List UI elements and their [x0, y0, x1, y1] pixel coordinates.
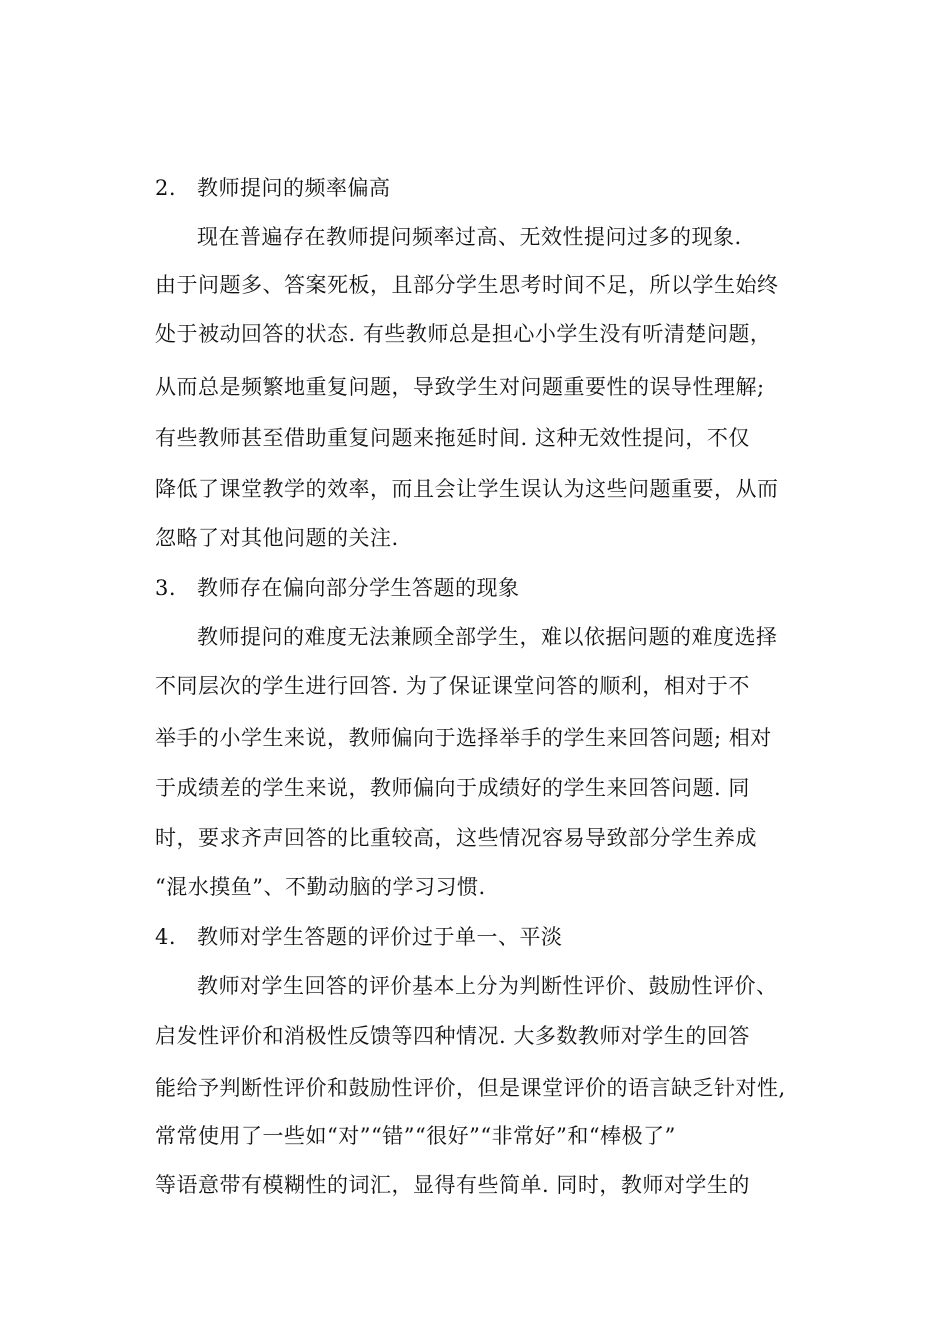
paragraph-line: 时，要求齐声回答的比重较高，这些情况容易导致部分学生养成	[155, 826, 757, 850]
section-heading	[155, 574, 520, 602]
paragraph-line: 教师提问的难度无法兼顾全部学生，难以依据问题的难度选择	[197, 625, 778, 649]
paragraph-line: 举手的小学生来说，教师偏向于选择举手的学生来回答问题; 相对	[155, 726, 772, 750]
paragraph-line: 降低了课堂教学的效率，而且会让学生误认为这些问题重要，从而	[155, 477, 779, 501]
paragraph-line: 从而总是频繁地重复问题，导致学生对问题重要性的误导性理解;	[155, 375, 765, 399]
section-heading	[155, 174, 391, 202]
paragraph-line: 有些教师甚至借助重复问题来拖延时间. 这种无效性提问，不仅	[155, 426, 750, 450]
paragraph-line: 教师对学生回答的评价基本上分为判断性评价、鼓励性评价、	[197, 974, 778, 998]
section-title: 教师提问的频率偏高	[197, 176, 391, 200]
paragraph-line: 能给予判断性评价和鼓励性评价，但是课堂评价的语言缺乏针对性,	[155, 1076, 786, 1100]
paragraph-line: 常常使用了一些如“对”“错”“很好”“非常好”和“棒极了”	[155, 1124, 676, 1148]
paragraph-line: 不同层次的学生进行回答. 为了保证课堂问答的顺利，相对于不	[155, 674, 750, 698]
section-number: 3.	[155, 576, 177, 600]
section-number: 2.	[155, 176, 177, 200]
paragraph-line: 处于被动回答的状态. 有些教师总是担心小学生没有听清楚问题，	[155, 322, 772, 346]
paragraph-line: 等语意带有模糊性的词汇，显得有些简单. 同时，教师对学生的	[155, 1173, 750, 1197]
paragraph-line: 启发性评价和消极性反馈等四种情况. 大多数教师对学生的回答	[155, 1024, 750, 1048]
paragraph-line: “混水摸鱼”、不勤动脑的学习习惯.	[155, 875, 486, 899]
section-number: 4.	[155, 925, 177, 949]
paragraph-line: 忽略了对其他问题的关注.	[155, 526, 399, 550]
paragraph-line: 于成绩差的学生来说，教师偏向于成绩好的学生来回答问题. 同	[155, 776, 750, 800]
section-title: 教师对学生答题的评价过于单一、平淡	[197, 925, 563, 949]
section-heading	[155, 923, 563, 951]
section-title: 教师存在偏向部分学生答题的现象	[197, 576, 520, 600]
paragraph-line: 现在普遍存在教师提问频率过高、无效性提问过多的现象.	[197, 225, 742, 249]
paragraph-line: 由于问题多、答案死板，且部分学生思考时间不足，所以学生始终	[155, 273, 779, 297]
